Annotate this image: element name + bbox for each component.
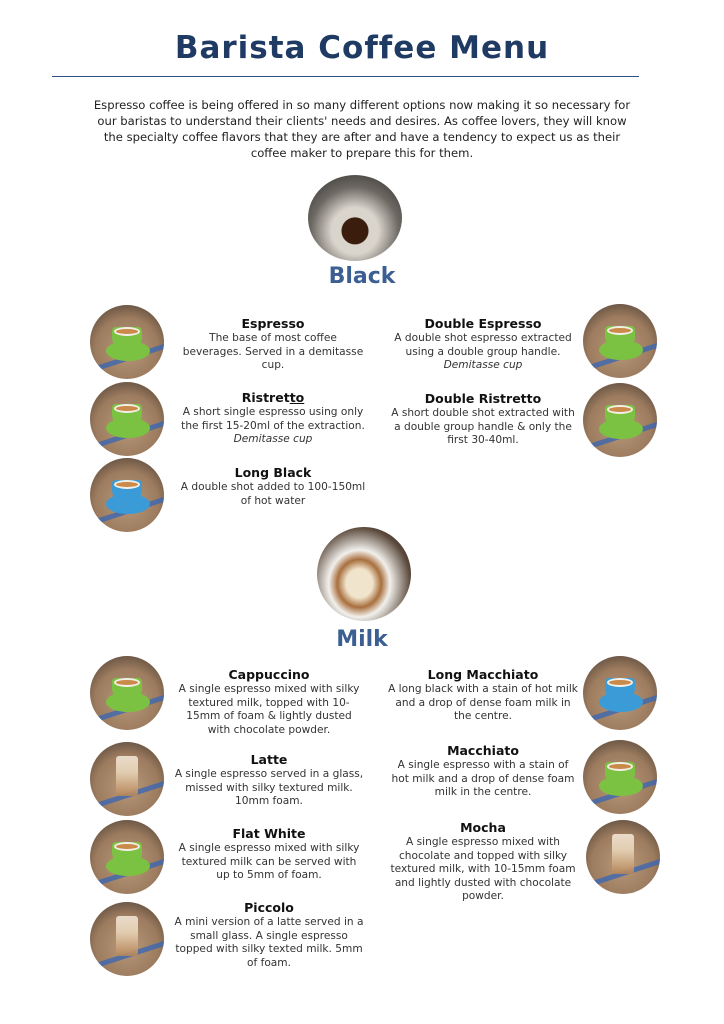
- crema: [607, 405, 633, 414]
- macchiato-photo: [583, 740, 657, 814]
- item-name-text: Long Black: [234, 465, 312, 480]
- item-description: [388, 759, 578, 800]
- item-name-text: Long Macchiato: [427, 667, 539, 682]
- item-name-text: Macchiato: [447, 743, 519, 758]
- espresso-photo: [90, 305, 164, 379]
- item-description-text: A double shot added to 100-150ml of hot water: [180, 481, 366, 507]
- item-name-text: Espresso: [241, 316, 305, 331]
- item-description-text: A mini version of a latte served in a small glass. A single espresso topped with silky texted milk. 5mm of foam.: [174, 916, 364, 969]
- item-name-text: Ristret: [241, 390, 290, 405]
- item-name-text: Double Ristretto: [424, 391, 542, 406]
- item-name: [388, 820, 578, 835]
- flat-white-photo: [90, 820, 164, 894]
- item-name: [178, 390, 368, 405]
- crema: [114, 404, 140, 413]
- crema: [607, 762, 633, 771]
- item-name-text: Piccolo: [244, 900, 294, 915]
- intro-paragraph: Espresso coffee is being offered in so many different options now making it so necessary for our baristas to understand their clients' needs and desires. As coffee lovers, they will know the specialty coffee flavors that they are after and have a tendency to expect us as their coffee maker to prepare this for them.: [93, 98, 631, 160]
- item-description-text: A single espresso mixed with chocolate and topped with silky textured milk, with 10-15mm foam and lightly dusted with chocolate powder.: [390, 836, 576, 903]
- item-name: [388, 667, 578, 682]
- menu-item-long-black: [178, 465, 368, 508]
- cup: [612, 834, 634, 874]
- latte-art-photo: [317, 527, 411, 621]
- item-description-text: A single espresso served in a glass, missed with silky textured milk. 10mm foam.: [174, 768, 364, 808]
- ristretto-photo: [90, 382, 164, 456]
- item-name: [174, 752, 364, 767]
- menu-item-macchiato: [388, 743, 578, 800]
- menu-item-flat-white: [174, 826, 364, 883]
- item-description: [388, 332, 578, 373]
- menu-item-double-espresso: [388, 316, 578, 373]
- item-description-text: A short single espresso using only the first 15-20ml of the extraction.: [181, 406, 365, 432]
- item-description: [174, 916, 364, 970]
- espresso-pour-photo: [308, 175, 402, 261]
- item-description: [174, 683, 364, 737]
- item-description-text: A short double shot extracted with a double group handle & only the first 30-40ml.: [391, 407, 575, 447]
- section-heading-milk: Milk: [336, 627, 388, 652]
- long-black-photo: [90, 458, 164, 532]
- item-name-text: Flat White: [232, 826, 306, 841]
- item-description: [178, 332, 368, 373]
- item-name-text: Cappuccino: [228, 667, 310, 682]
- menu-item-piccolo: [174, 900, 364, 970]
- item-description: [178, 481, 368, 508]
- item-name: [178, 465, 368, 480]
- cup: [116, 756, 138, 796]
- menu-item-ristretto: [178, 390, 368, 447]
- piccolo-photo: [90, 902, 164, 976]
- item-name: [388, 391, 578, 406]
- item-description: [178, 406, 368, 447]
- item-name-text: Mocha: [460, 820, 506, 835]
- long-macchiato-photo: [583, 656, 657, 730]
- item-description-text: A double shot espresso extracted using a double group handle.: [394, 332, 572, 358]
- item-name: [174, 900, 364, 915]
- item-cup-note: Demitasse cup: [443, 359, 523, 372]
- mocha-photo: [586, 820, 660, 894]
- item-description: [388, 683, 578, 724]
- latte-photo: [90, 742, 164, 816]
- item-cup-note: Demitasse cup: [233, 433, 313, 446]
- menu-item-latte: [174, 752, 364, 809]
- page-title: Barista Coffee Menu: [174, 30, 550, 66]
- item-description: [388, 836, 578, 904]
- item-name: [388, 316, 578, 331]
- item-description-text: A single espresso with a stain of hot milk and a drop of dense foam milk in the centre.: [391, 759, 575, 799]
- menu-item-long-macchiato: [388, 667, 578, 724]
- crema: [607, 678, 633, 687]
- cup: [116, 916, 138, 956]
- item-name: [178, 316, 368, 331]
- item-description-text: A single espresso mixed with silky textured milk can be served with up to 5mm of foam.: [178, 842, 360, 882]
- item-description: [174, 768, 364, 809]
- item-description: [388, 407, 578, 448]
- item-name-underlined: to: [289, 390, 305, 405]
- crema: [114, 327, 140, 336]
- section-heading-black: Black: [328, 264, 396, 289]
- crema: [114, 480, 140, 489]
- menu-item-double-ristretto: [388, 391, 578, 448]
- crema: [114, 842, 140, 851]
- item-name-text: Latte: [250, 752, 288, 767]
- double-espresso-photo: [583, 304, 657, 378]
- item-name: [174, 667, 364, 682]
- crema: [607, 326, 633, 335]
- crema: [114, 678, 140, 687]
- item-name: [174, 826, 364, 841]
- item-name-text: Double Espresso: [424, 316, 542, 331]
- item-name: [388, 743, 578, 758]
- item-description: [174, 842, 364, 883]
- item-description-text: A long black with a stain of hot milk and a drop of dense foam milk in the centre.: [388, 683, 578, 723]
- cappuccino-photo: [90, 656, 164, 730]
- item-description-text: The base of most coffee beverages. Served in a demitasse cup.: [182, 332, 364, 372]
- menu-item-espresso: [178, 316, 368, 373]
- item-description-text: A single espresso mixed with silky textured milk, topped with 10-15mm of foam & lightly dusted with chocolate powder.: [178, 683, 360, 736]
- double-ristretto-photo: [583, 383, 657, 457]
- menu-item-cappuccino: [174, 667, 364, 737]
- menu-item-mocha: [388, 820, 578, 904]
- title-divider: [52, 76, 639, 77]
